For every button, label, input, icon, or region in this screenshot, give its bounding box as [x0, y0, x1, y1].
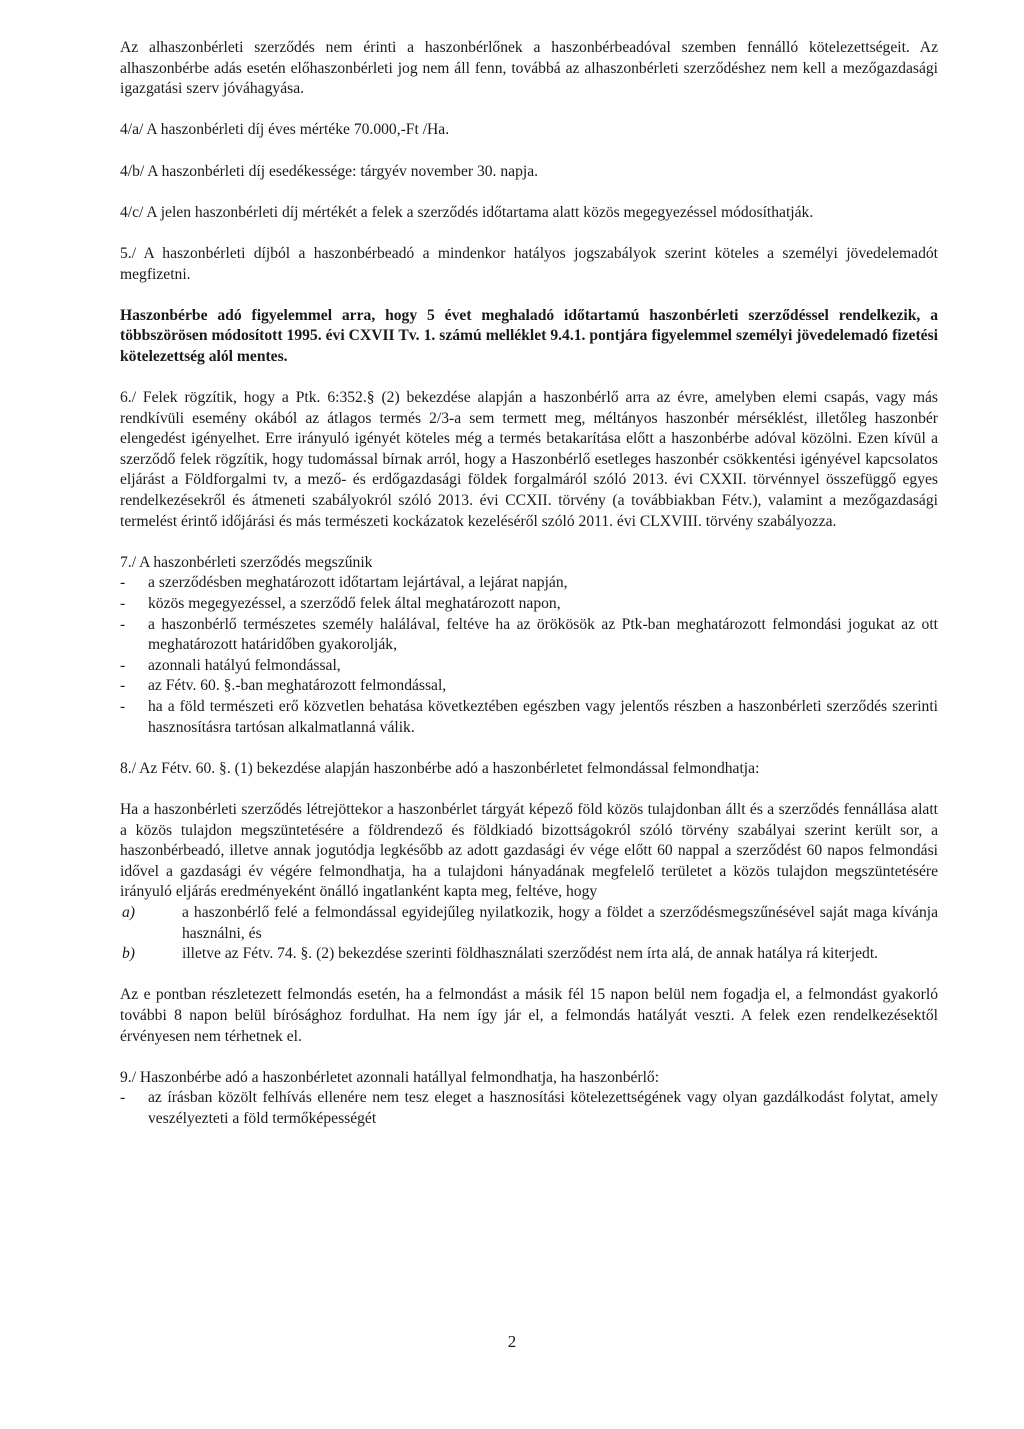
list-item: [120, 944, 938, 965]
list-bullet: -: [120, 595, 126, 613]
section-4a: 4/a/ A haszonbérleti díj éves mértéke 70.000,-Ft /Ha.: [120, 121, 450, 139]
list-item-text: a haszonbérlő felé a felmondással egyidejűleg nyilatkozik, hogy a földet a szerződésmegszűnésével saját maga kívánja használni, és: [182, 903, 938, 942]
list-item: [120, 903, 938, 944]
section-4c: 4/c/ A jelen haszonbérleti díj mértékét a felek a szerződés időtartama alatt közös megegyezéssel módosíthatják.: [120, 203, 814, 221]
section-8-conditions: [120, 903, 938, 965]
list-item-text: közös megegyezéssel, a szerződő felek által meghatározott napon,: [148, 595, 561, 613]
list-bullet: -: [120, 698, 126, 715]
page-number: 2: [507, 1332, 517, 1351]
list-item: [120, 697, 938, 738]
list-item: [120, 676, 938, 697]
section-8-heading: 8./ Az Fétv. 60. §. (1) bekezdése alapján haszonbérbe adó a haszonbérletet felmondással felmondhatja:: [120, 759, 760, 777]
list-item-text: az Fétv. 60. §.-ban meghatározott felmondással,: [148, 677, 447, 695]
section-5: 5./ A haszonbérleti díjból a haszonbérbeadó a mindenkor hatályos jogszabályok szerint köteles a személyi jövedelemadót megfizetni.: [120, 244, 938, 283]
list-item: [120, 656, 938, 677]
list-bullet: -: [120, 677, 126, 695]
section-9-heading: 9./ Haszonbérbe adó a haszonbérletet azonnali hatállyal felmondhatja, ha haszonbérlő:: [120, 1068, 660, 1086]
section-6: 6./ Felek rögzítik, hogy a Ptk. 6:352.§ (2) bekezdése alapján a haszonbérlő arra az évre, amelyben elemi csapás, vagy más rendkívüli esemény okából az átlagos termés 2/3-a sem termett meg, méltányos haszonbér mérséklést, illetőleg haszonbér elengedést igényelhet. Erre irányuló igényét köteles még a termés betakarítása előtt a haszonbérbe adóval közölni. Ezen kívül a szerződő felek rögzítik, hogy tudomással bírnak arról, hogy a Haszonbérlő esetleges haszonbér csökkentési igényével kapcsolatos eljárást a Földforgalmi tv, a mező- és erdőgazdasági földek forgalmáról szóló 2013. évi CXXII. törvénnyel összefüggő egyes rendelkezésekről és átmeneti szabályokról szóló 2013. évi CCXII. törvény (a továbbiakban Fétv.), valamint a mezőgazdasági termelést érintő időjárási és más természeti kockázatok kezeléséről szóló 2011. évi CLXVIII. törvény szabályozza.: [120, 389, 938, 530]
list-item-text: azonnali hatályú felmondással,: [148, 656, 341, 674]
list-item-text: a szerződésben meghatározott időtartam lejártával, a lejárat napján,: [148, 574, 568, 592]
list-letter: a): [122, 903, 135, 921]
list-item: [120, 1088, 938, 1129]
section-7-list: [120, 573, 938, 738]
list-item: [120, 594, 938, 615]
section-8-body: Ha a haszonbérleti szerződés létrejöttekor a haszonbérlet tárgyát képező föld közös tulajdonban állt és a szerződés fennállása alatt a közös tulajdon megszüntetésére a földrendező és földkiadó bizottságokról szóló törvény szabályai szerint került sor, a haszonbérbeadó, illetve annak jogutódja legkésőbb az adott gazdasági év vége előtt 60 nappal a szerződést 60 napos felmondási idővel a gazdasági év végére felmondhatja, ha a tulajdoni hányadának megfelelő területet a közös tulajdon megszüntetésére irányuló eljárás eredményeként önálló ingatlanként kapta meg, feltéve, hogy: [120, 800, 938, 901]
document-page: [120, 38, 938, 1150]
section-4b: 4/b/ A haszonbérleti díj esedékessége: tárgyév november 30. napja.: [120, 162, 539, 180]
list-item: [120, 573, 938, 594]
list-bullet: -: [120, 615, 126, 633]
list-item-text: az írásban közölt felhívás ellenére nem tesz eleget a hasznosítási kötelezettségének vagy olyan gazdálkodást folytat, amely veszélyezteti a föld termőképességét: [148, 1089, 938, 1127]
list-letter: b): [122, 945, 135, 963]
list-item-text: a haszonbérlő természetes személy halálával, feltéve ha az örökösök az Ptk-ban meghatározott felmondási jogukat az ott meghatározott határidőben gyakorolják,: [148, 615, 938, 654]
list-item: [120, 615, 938, 656]
intro-paragraph: Az alhaszonbérleti szerződés nem érinti a haszonbérlőnek a haszonbérbeadóval szemben fennálló kötelezettségeit. Az alhaszonbérbe adás esetén előhaszonbérleti jog nem áll fenn, továbbá az alhaszonbérleti szerződéshez nem kell a mezőgazdasági igazgatási szerv jóváhagyása.: [120, 39, 938, 98]
tax-exemption-notice: Haszonbérbe adó figyelemmel arra, hogy 5 évet meghaladó időtartamú haszonbérleti szerződéssel rendelkezik, a többszörösen módosított 1995. évi CXVII Tv. 1. számú melléklet 9.4.1. pontjára figyelemmel személyi jövedelemadó fizetési kötelezettség alól mentes.: [120, 306, 938, 365]
list-item-text: ha a föld természeti erő közvetlen behatása következtében egészben vagy jelentős részben a haszonbérleti szerződés szerinti hasznosításra tartósan alkalmatlanná válik.: [148, 698, 938, 736]
section-8-closing: Az e pontban részletezett felmondás esetén, ha a felmondást a másik fél 15 napon belül nem fogadja el, a felmondást gyakorló további 8 napon belül bírósághoz fordulhat. Ha nem így jár el, a felmondás hatályát veszti. A felek ezen rendelkezésektől érvényesen nem térhetnek el.: [120, 986, 938, 1045]
section-7-heading: 7./ A haszonbérleti szerződés megszűnik: [120, 553, 373, 571]
list-bullet: -: [120, 656, 126, 674]
section-9-list: [120, 1088, 938, 1129]
list-bullet: -: [120, 1089, 126, 1107]
list-bullet: -: [120, 574, 126, 592]
list-item-text: illetve az Fétv. 74. §. (2) bekezdése szerinti földhasználati szerződést nem írta alá, de annak hatálya rá kiterjedt.: [182, 945, 879, 963]
